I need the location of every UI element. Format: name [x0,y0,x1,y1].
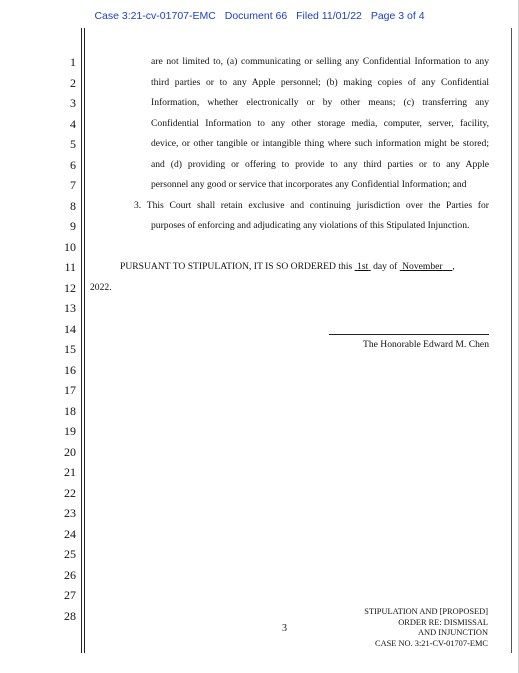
header-page-count: Page 3 of 4 [370,10,425,22]
line-number: 27 [64,588,76,602]
line-number: 12 [64,281,76,295]
judge-name: The Honorable Edward M. Chen [362,339,489,350]
left-margin-rule [81,28,82,653]
line-number: 3 [70,96,76,110]
line-number: 18 [64,404,76,418]
left-margin-rule-inner [84,28,85,653]
line-number: 23 [64,506,76,520]
header-document-number: Document 66 [224,10,288,22]
line-number: 9 [70,219,76,233]
line-number: 17 [64,383,76,397]
line-number: 11 [64,260,76,274]
paragraph-line: personnel any good or service that incorporates any Confidential Information; and [151,179,467,190]
paragraph-line: and (d) providing or offering to provide to any third parties or to any Apple [151,159,489,170]
ecf-header [0,10,519,22]
order-day [355,261,371,272]
line-number: 25 [64,547,76,561]
page-number: 3 [282,623,287,634]
item-3-line-2: purposes of enforcing and adjudicating any violations of this Stipulated Injunction. [151,220,470,231]
paragraph-line: device, or other tangible or intangible thing where such information might be stored; [151,138,489,149]
line-number: 20 [64,445,76,459]
line-number: 5 [70,137,76,151]
line-number: 13 [64,301,76,315]
order-month-value: November [402,261,443,272]
footer-case-number: CASE NO. 3:21-CV-01707-EMC [375,638,488,648]
line-number: 6 [70,158,76,172]
line-number: 7 [70,178,76,192]
line-number: 19 [64,424,76,438]
header-filed-date: Filed 11/01/22 [296,10,362,22]
signature-line [329,334,489,335]
order-day-value: 1st [357,261,369,272]
footer-title-line: STIPULATION AND [PROPOSED] [364,607,488,616]
line-number: 15 [64,342,76,356]
order-suffix: , [452,261,455,272]
line-number: 28 [64,609,76,623]
line-number: 2 [70,76,76,90]
footer-title-line: AND INJUNCTION [417,628,488,637]
line-number: 1 [70,55,76,69]
paragraph-line: third parties or to any Apple personnel; (b) making copies of any Confidential [151,77,489,88]
line-number: 26 [64,568,76,582]
line-number: 10 [64,240,76,254]
paragraph-line: Confidential Information to any other storage media, computer, server, facility, [151,118,489,129]
footer-caption [308,607,488,649]
line-number: 4 [70,117,76,131]
order-day-of: day of [373,261,398,272]
line-number: 21 [64,465,76,479]
footer-title-line: ORDER RE: DISMISSAL [398,617,488,627]
order-prefix: PURSUANT TO STIPULATION, IT IS SO ORDERED this [120,261,353,272]
line-number: 8 [70,199,76,213]
header-case-number: Case 3:21-cv-01707-EMC [94,10,216,22]
order-year: 2022. [90,282,112,293]
line-number: 14 [64,322,76,336]
item-3-line-1: 3. This Court shall retain exclusive and continuing jurisdiction over the Parties for [134,200,489,211]
order-month [400,261,453,272]
paragraph-line: are not limited to, (a) communicating or selling any Confidential Information to any [151,56,489,67]
line-number: 24 [64,527,76,541]
line-number: 22 [64,486,76,500]
right-margin-rule [511,28,512,653]
line-number: 16 [64,363,76,377]
order-line [120,261,455,273]
paragraph-line: Information, whether electronically or by other means; (c) transferring any [151,97,489,108]
